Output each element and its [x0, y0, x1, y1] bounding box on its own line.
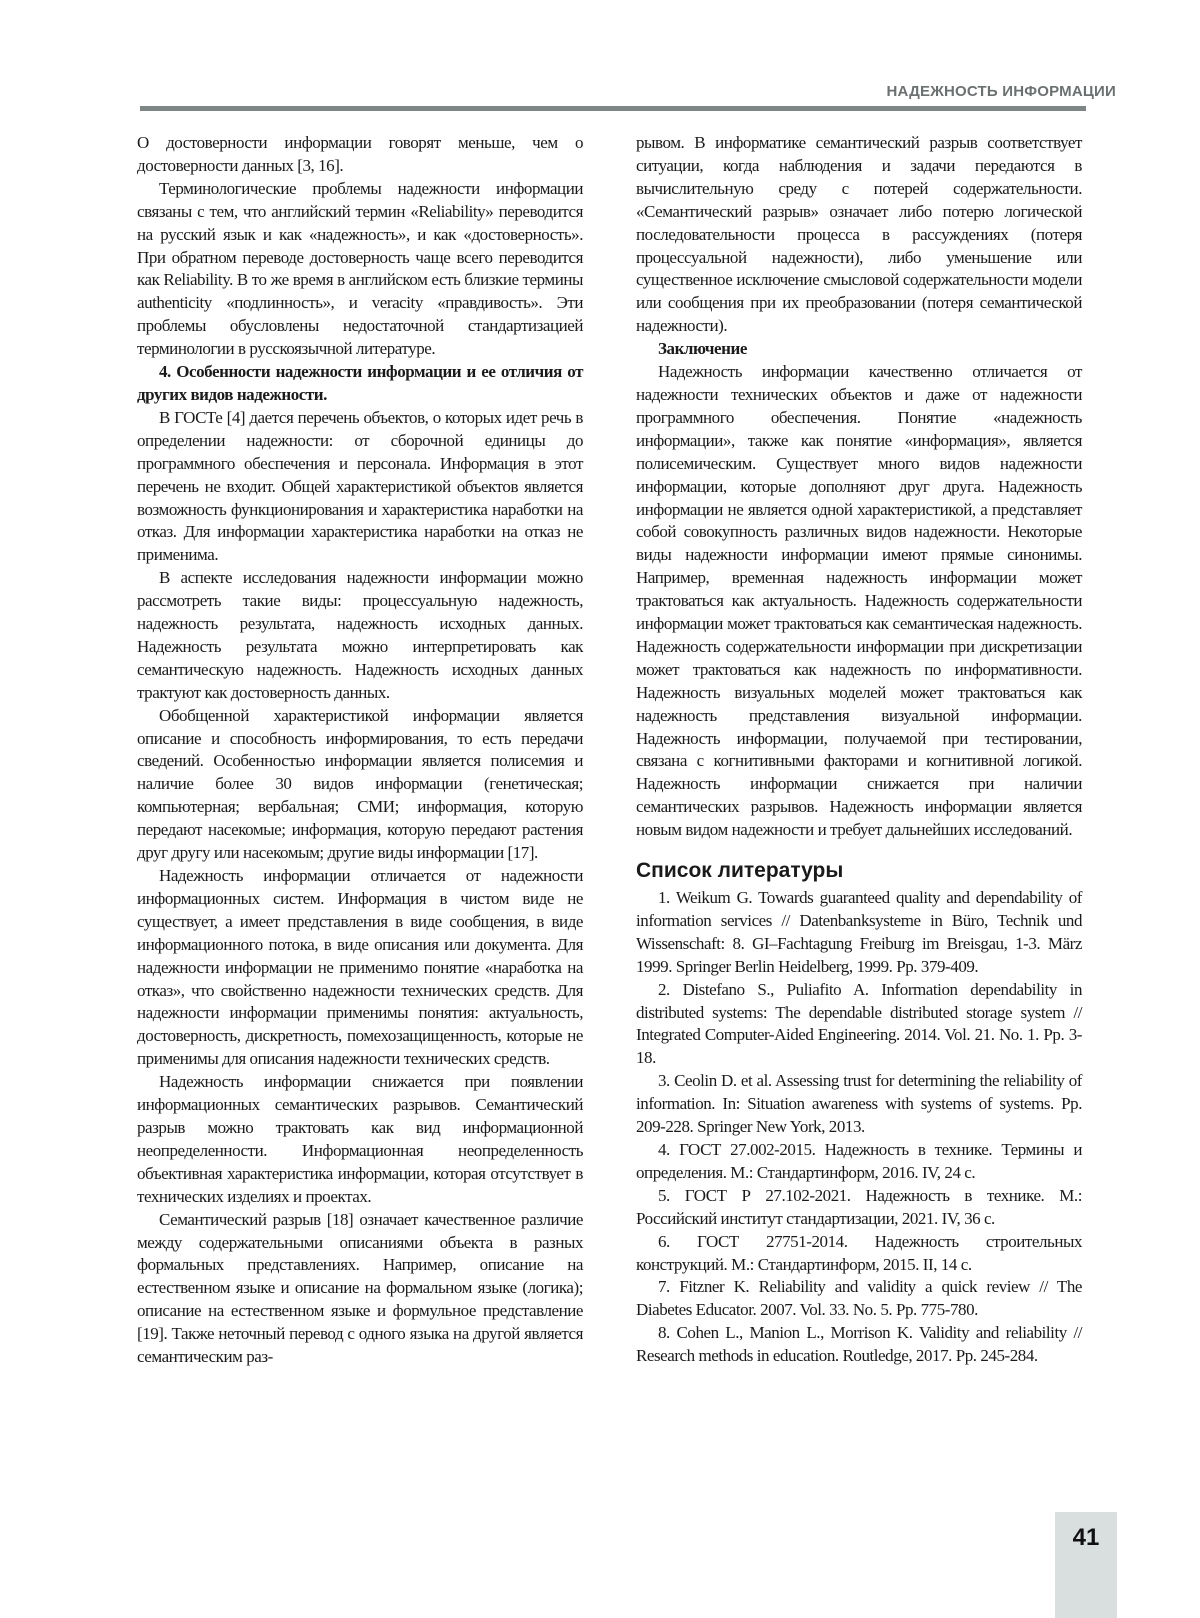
left-column: [137, 132, 583, 1369]
conclusion-heading: Заключение: [636, 338, 1082, 361]
paragraph: Терминологические проблемы надежности информации связаны с тем, что английский термин «Reliability» переводится на русский язык и как «надежность», и как «достоверность». При обратном переводе достоверность чаще всего переводится как Reliability. В то же время в английском есть близкие термины authenticity «подлинность», и veracity «правдивость». Эти проблемы обусловлены недостаточной стандартизацией терминологии в русскоязычной литературе.: [137, 178, 583, 361]
paragraph: Семантический разрыв [18] означает качественное различие между содержательными описаниями объекта в разных формальных представлениях. Например, описание на естественном языке и описание на формальном языке (логика); описание на естественном языке и формульное представление [19]. Также неточный перевод с одного языка на другой является семантическим раз-: [137, 1209, 583, 1369]
references-list: [636, 887, 1082, 1368]
reference-item: 8. Cohen L., Manion L., Morrison K. Validity and reliability // Research methods in education. Routledge, 2017. Pp. 245-284.: [636, 1322, 1082, 1368]
header-rule: [140, 106, 1086, 111]
conclusion-paragraph: Надежность информации качественно отличается от надежности технических объектов и даже от надежности программного обеспечения. Понятие «надежность информации», также как понятие «информация», является полисемическим. Существует много видов надежности информации, которые дополняют друг друга. Надежность информации не является одной характеристикой, а представляет собой совокупность различных видов надежности. Некоторые виды надежности информации имеют прямые синонимы. Например, временная надежность информации может трактоваться как актуальность. Надежность содержательности информации может трактоваться как семантическая надежность. Надежность содержательности информации при дискретизации может трактоваться как надежность по информативности. Надежность визуальных моделей может трактоваться как надежность представления визуальной информации. Надежность информации, получаемой при тестировании, связана с когнитивными факторами и когнитивной логикой. Надежность информации снижается при наличии семантических разрывов. Надежность информации является новым видом надежности и требует дальнейших исследований.: [636, 361, 1082, 842]
reference-item: 6. ГОСТ 27751-2014. Надежность строительных конструкций. М.: Стандартинформ, 2015. II, 14 с.: [636, 1231, 1082, 1277]
paragraph: В ГОСТе [4] дается перечень объектов, о которых идет речь в определении надежности: от сборочной единицы до программного обеспечения и персонала. Информация в этот перечень не входит. Общей характеристикой объектов является возможность функционирования и характеристика наработки на отказ. Для информации характеристика наработки на отказ не применима.: [137, 407, 583, 567]
section-heading: 4. Особенности надежности информации и ее отличия от других видов надежности.: [137, 361, 583, 407]
running-title: НАДЕЖНОСТЬ ИНФОРМАЦИИ: [887, 83, 1116, 100]
paragraph: рывом. В информатике семантический разрыв соответствует ситуации, когда наблюдения и задачи передаются в вычислительную среду с потерей содержательности. «Семантический разрыв» означает либо потерю логической последовательности процесса в рассуждениях (потеря процессуальной надежности), либо уменьшение или существенное исключение смысловой содержательности модели или сообщения при их преобразовании (потеря семантической надежности).: [636, 132, 1082, 338]
references-title: Список литературы: [636, 860, 1082, 883]
page-number: 41: [1055, 1524, 1117, 1552]
reference-item: 2. Distefano S., Puliafito A. Information dependability in distributed systems: The dependable distributed storage system // Integrated Computer-Aided Engineering. 2014. Vol. 21. No. 1. Pp. 3-18.: [636, 979, 1082, 1071]
reference-item: 3. Ceolin D. et al. Assessing trust for determining the reliability of information. In: Situation awareness with systems of systems. Pp. 209-228. Springer New York, 2013.: [636, 1070, 1082, 1139]
paragraph: Надежность информации снижается при появлении информационных семантических разрывов. Семантический разрыв можно трактовать как вид информационной неопределенности. Информационная неопределенность объективная характеристика информации, которая отсутствует в технических изделиях и проектах.: [137, 1071, 583, 1208]
paragraph: О достоверности информации говорят меньше, чем о достоверности данных [3, 16].: [137, 132, 583, 178]
reference-item: 1. Weikum G. Towards guaranteed quality and dependability of information services // Datenbanksysteme in Büro, Technik und Wissenschaft: 8. GI–Fachtagung Freiburg im Breisgau, 1-3. März 1999. Springer Berlin Heidelberg, 1999. Pp. 379-409.: [636, 887, 1082, 979]
paragraph: Обобщенной характеристикой информации является описание и способность информирования, то есть передачи сведений. Особенностью информации является полисемия и наличие более 30 видов информации (генетическая; компьютерная; вербальная; СМИ; информация, которую передают насекомые; информация, которую передают растения друг другу или насекомым; другие виды информации [17].: [137, 705, 583, 865]
paragraph: В аспекте исследования надежности информации можно рассмотреть такие виды: процессуальную надежность, надежность результата, надежность исходных данных. Надежность результата можно интерпретировать как семантическую надежность. Надежность исходных данных трактуют как достоверность данных.: [137, 567, 583, 704]
paragraph: Надежность информации отличается от надежности информационных систем. Информация в чистом виде не существует, а имеет представления в виде сообщения, в виде информационного потока, в виде описания или документа. Для надежности информации не применимо понятие «наработка на отказ», что свойственно надежности технических средств. Для надежности информации применимы понятия: актуальность, достоверность, дискретность, помехозащищенность, которые не применимы для описания надежности технических средств.: [137, 865, 583, 1071]
right-column: [636, 132, 1082, 1368]
reference-item: 7. Fitzner K. Reliability and validity a quick review // The Diabetes Educator. 2007. Vol. 33. No. 5. Pp. 775-780.: [636, 1276, 1082, 1322]
reference-item: 5. ГОСТ Р 27.102-2021. Надежность в технике. М.: Российский институт стандартизации, 2021. IV, 36 с.: [636, 1185, 1082, 1231]
reference-item: 4. ГОСТ 27.002-2015. Надежность в технике. Термины и определения. М.: Стандартинформ, 2016. IV, 24 с.: [636, 1139, 1082, 1185]
page-number-tab: [1055, 1512, 1117, 1618]
